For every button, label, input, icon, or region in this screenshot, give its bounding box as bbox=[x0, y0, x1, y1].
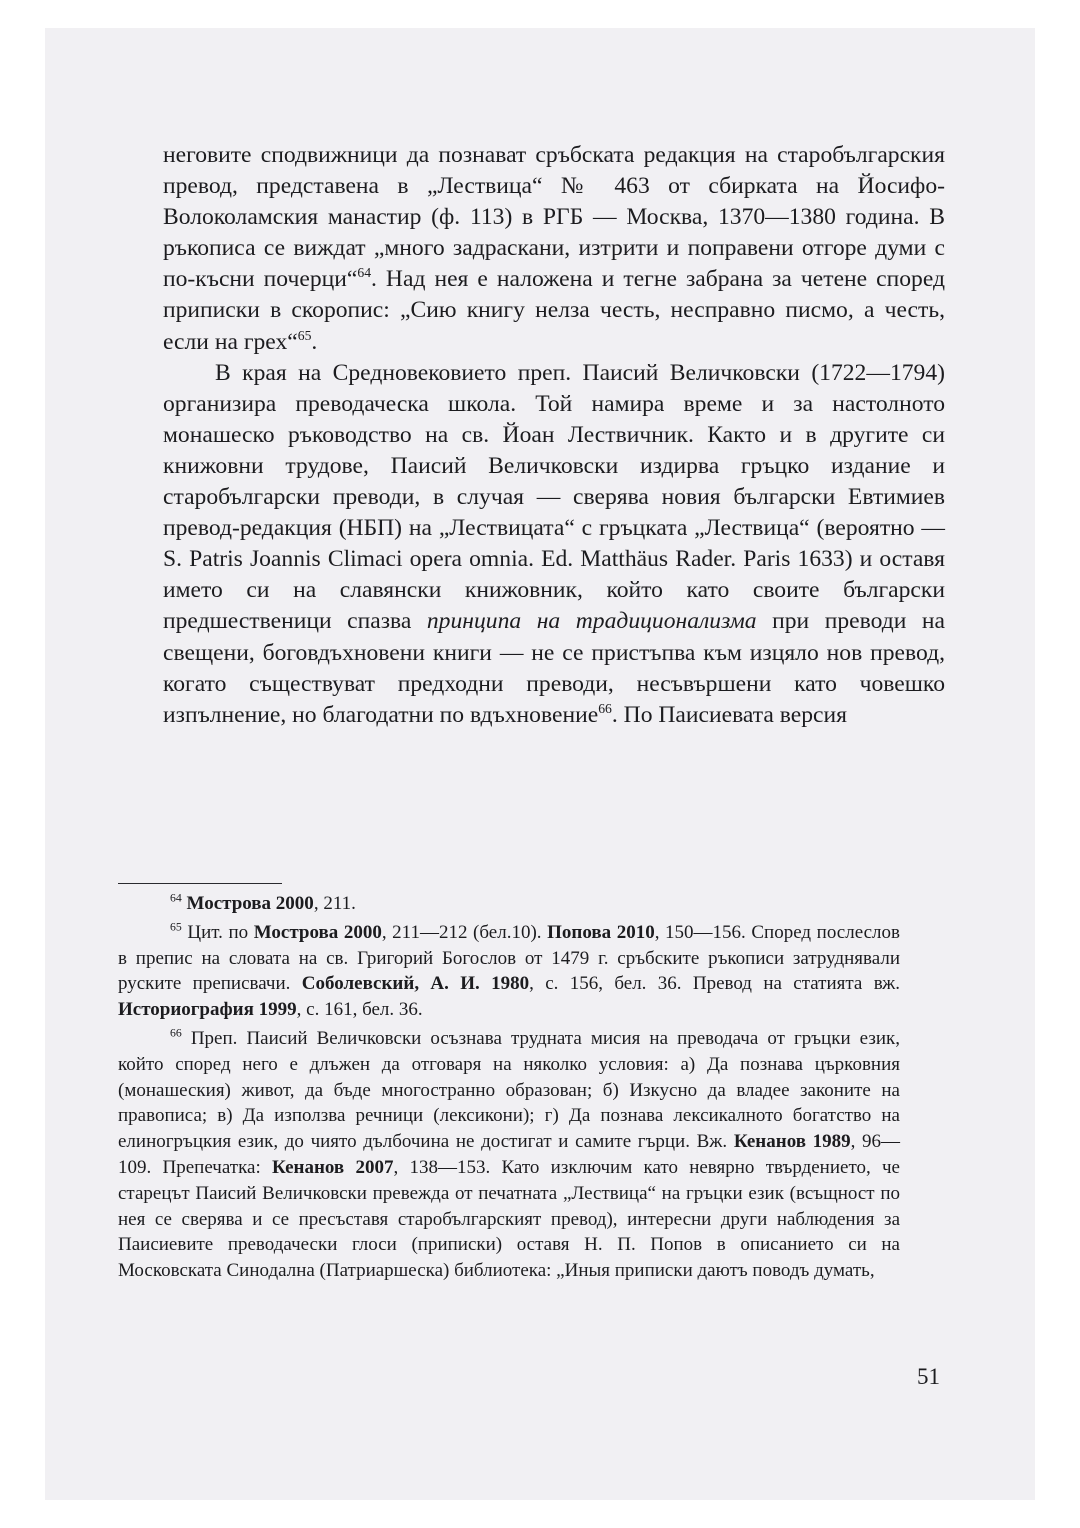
italic-emphasis: принципа на традиционализма bbox=[426, 608, 757, 635]
footnote-number: 65 bbox=[170, 920, 182, 934]
page-number: 51 bbox=[917, 1364, 940, 1389]
paragraph-2: В края на Средновековието преп. Паисий Величковски (1722—1794) организира преводаческа школа. Той намира време и за настолното монашеско ръководство на св. Йоан Лествичник. Както и в другите си книжовни трудове, Паисий Величковски издирва гръцко издание и старобългарски преводи, в случая — сверява новия български Евтимиев превод-редакция (НБП) на „Лествицата“ с гръцката „Лествица“ (вероятно — S. Patris Joannis Climaci opera omnia. Ed. Matthäus Rader. Paris 1633) и оставя името си на славянски книжовник, който като своите български предшественици спазва принципа на традиционализма при преводи на свещени, боговдъхновени книги — не се пристъпва към изцяло нов превод, когато съществуват предходни преводи, несъвършени като човешко изпълнение, но благодатни по вдъхновение$^{66}$. По Паисиевата версия bbox=[163, 359, 945, 728]
footnotes bbox=[118, 891, 900, 1284]
paragraph-1: неговите сподвижници да познават сръбската редакция на старобългарския превод, представена в „Лествица“ № 463 от сбирката на Йосифо-Волоколамския манастир (ф. 113) в РГБ — Москва, 1370—1380 година. В ръкописа се виждат „много задраскани, изтрити и поправени отгоре думи с по-късни почерци“$^{64}$. Над нея е наложена и тегне забрана за четене според приписки в скоропис: „Сию книгу нелза честь, несправно писмо, а честь, если на грех“$^{65}$. bbox=[163, 142, 945, 355]
footnote-64: $^{64}$ Мострова 2000, 211. bbox=[170, 891, 356, 914]
footnote-number: 66 bbox=[170, 1026, 182, 1040]
citation-author-year: Соболевский, А. И. 1980 bbox=[301, 973, 530, 995]
footnote-reference: 65 bbox=[297, 327, 312, 343]
main-text bbox=[163, 140, 945, 731]
citation-author-year: Мострова 2000 bbox=[253, 921, 382, 943]
citation-author-year: Мострова 2000 bbox=[186, 893, 314, 914]
citation-author-year: Кенанов 2007 bbox=[272, 1156, 394, 1178]
footnote-number: 64 bbox=[170, 891, 182, 905]
footnote-reference: 66 bbox=[598, 700, 612, 716]
citation-author-year: Историография 1999 bbox=[118, 999, 297, 1021]
footnote-66: $^{66}$ Преп. Паисий Величковски осъзнава трудната мисия на преводача от гръцки език, който според него е длъжен да отговаря на няколко условия: а) Да познава църковния (монашеския) живот, да бъде многостранно образован; б) Изкусно да владее законите на правописа; в) Да използва речници (лексикони); г) Да познава лексикалното богатство на елиногръцкия език, до чиято дълбочина не достигат и самите гърци. Вж. Кенанов 1989, 96—109. Препечатка: Кенанов 2007, 138—153. Като изключим като невярно твърдението, че старецът Паисий Величковски превежда от печатната „Лествица“ на гръцки език (всъщност по нея се сверява и се пресъставя старобългарският превод), интересни други наблюдения за Паисиевите преводачески глоси (приписки) оставя Н. П. Попов в описанието си на Московската Синодална (Патриаршеска) библиотека: „Иныя приписки даютъ поводъ думать, bbox=[118, 1026, 901, 1282]
citation-author-year: Попова 2010 bbox=[547, 921, 655, 943]
footnote-reference: 64 bbox=[357, 265, 372, 281]
citation-author-year: Кенанов 1989 bbox=[733, 1131, 851, 1153]
footnote-65: $^{65}$ Цит. по Мострова 2000, 211—212 (бел.10). Попова 2010, 150—156. Според послеслов в препис на словата на св. Григорий Богослов от 1479 г. сръбските ръкописи затруднявали руските преписвачи. Соболевский, А. И. 1980, с. 156, бел. 36. Превод на статията вж. Историография 1999, с. 161, бел. 36. bbox=[118, 920, 901, 1021]
footnote-separator bbox=[118, 883, 282, 884]
